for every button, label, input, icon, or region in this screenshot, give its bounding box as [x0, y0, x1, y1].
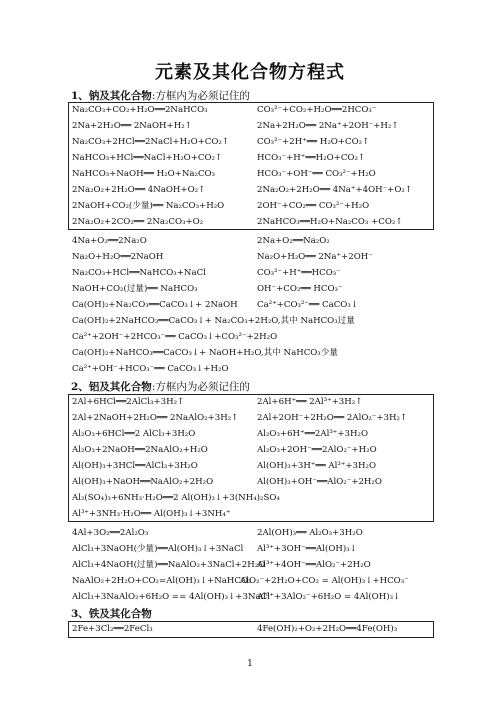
equation-row	[0, 444, 500, 457]
equation: AlCl₃+3NaOH(少量)══Al(OH)₃↓+3NaCl	[72, 544, 244, 554]
ionic-equation: 2Na+2H₂O══ 2Na⁺+2OH⁻+H₂↑	[257, 121, 399, 131]
ionic-equation: 2OH⁻+CO₂══ CO₃²⁻+H₂O	[257, 201, 370, 211]
ionic-equation: HCO₃⁻+OH⁻══ CO₃²⁻+H₂O	[257, 169, 376, 179]
equation-row	[0, 559, 500, 572]
equation: NaOH+CO₂(过量)══ NaHCO₃	[72, 284, 198, 294]
section-name: 铝及其化合物	[88, 381, 152, 393]
equation: 4Al+3O₂══2Al₂O₃	[72, 528, 149, 538]
section-name: 铁及其化合物	[88, 608, 152, 620]
ionic-equation: 2Na₂O₂+2H₂O══ 4Na⁺+4OH⁻+O₂↑	[257, 185, 413, 195]
equation: NaAlO₂+2H₂O+CO₂=Al(OH)₃↓+NaHCO₃	[72, 576, 252, 586]
equation-row	[0, 623, 500, 636]
ionic-equation: 2Al(OH)₃══ Al₂O₃+3H₂O	[257, 528, 363, 538]
equation: Ca²⁺+OH⁻+HCO₃⁻══ CaCO₃↓+H₂O	[72, 364, 229, 374]
equation: Na₂CO₃+2HCl══2NaCl+H₂O+CO₂↑	[72, 137, 230, 147]
equation-row	[0, 136, 500, 149]
equation: 2NaOH+CO₂(少量)══ Na₂CO₃+H₂O	[72, 201, 225, 211]
ionic-equation: Al³⁺+4OH⁻══AlO₂⁻+2H₂O	[257, 560, 371, 570]
equation: 2Na₂O₂+2CO₂══ 2Na₂CO₃+O₂	[72, 217, 204, 227]
equation-row	[0, 347, 500, 360]
equation: 4Na+O₂══2Na₂O	[72, 236, 147, 246]
equation-row	[0, 492, 500, 505]
section-heading-aluminum	[71, 379, 250, 394]
equation-row	[0, 460, 500, 473]
equation: 2Na₂O₂+2H₂O══ 4NaOH+O₂↑	[72, 185, 206, 195]
ionic-equation: 2Al+6H⁺══ 2Al³⁺+3H₂↑	[257, 397, 363, 407]
equation: 2Al+2NaOH+2H₂O══ 2NaAlO₂+3H₂↑	[72, 413, 239, 423]
equation-row	[0, 168, 500, 181]
page-title: 元素及其化合物方程式	[155, 62, 345, 83]
section-heading-sodium	[71, 88, 250, 103]
equation: Ca(OH)₂+NaHCO₃══CaCO₃↓+ NaOH+H₂O,其中 NaHCO₃少量	[72, 348, 338, 358]
equation-row	[0, 120, 500, 133]
equation-row	[0, 152, 500, 165]
equation-row	[0, 412, 500, 425]
section-name: 钠及其化合物	[88, 90, 152, 102]
ionic-equation: OH⁻+CO₂══ HCO₃⁻	[257, 284, 343, 294]
equation-row	[0, 104, 500, 117]
section-note: :方框内为必须记住的	[151, 90, 250, 102]
equation-row	[0, 396, 500, 409]
section-number: 1、	[71, 90, 89, 102]
equation: 2Al+6HCl══2AlCl₃+3H₂↑	[72, 397, 185, 407]
equation-row	[0, 184, 500, 197]
equation-row	[0, 200, 500, 213]
ionic-equation: Al(OH)₃+OH⁻══AlO₂⁻+2H₂O	[257, 477, 382, 487]
equation-row	[0, 283, 500, 296]
equation-row	[0, 527, 500, 540]
equation-row	[0, 591, 500, 604]
ionic-equation: 2Al+2OH⁻+2H₂O══ 2AlO₂⁻+3H₂↑	[257, 413, 408, 423]
equation-row	[0, 267, 500, 280]
equation-row	[0, 363, 500, 376]
equation: NaHCO₃+NaOH══ H₂O+Na₂CO₃	[72, 169, 216, 179]
ionic-equation: Al₂O₃+2OH⁻══2AlO₂⁻+H₂O	[257, 445, 377, 455]
equation: Al(OH)₃+NaOH══NaAlO₂+2H₂O	[72, 477, 214, 487]
ionic-equation: CO₃²⁻+CO₂+H₂O══2HCO₃⁻	[257, 105, 377, 115]
section-number: 2、	[71, 381, 89, 393]
equation: Na₂CO₃+CO₂+H₂O══2NaHCO₃	[72, 105, 208, 115]
equation: 2Na+2H₂O══ 2NaOH+H₂↑	[72, 121, 192, 131]
equation: Na₂CO₃+HCl══NaHCO₃+NaCl	[72, 268, 206, 278]
equation-row	[0, 251, 500, 264]
ionic-equation: 2Na+O₂══Na₂O₂	[257, 236, 330, 246]
ionic-equation: Ca²⁺+CO₃²⁻══ CaCO₃↓	[257, 300, 358, 310]
equation-row	[0, 216, 500, 229]
equation-row	[0, 428, 500, 441]
equation: Al₂(SO₄)₃+6NH₃·H₂O══2 Al(OH)₃↓+3(NH₄)₂SO₄	[72, 493, 280, 503]
ionic-equation: Al³⁺+3OH⁻══Al(OH)₃↓	[257, 544, 357, 554]
equation-row	[0, 315, 500, 328]
equation-row	[0, 508, 500, 521]
ionic-equation: Al₂O₃+6H⁺══2Al³⁺+3H₂O	[257, 429, 368, 439]
equation: Al(OH)₃+3HCl══AlCl₃+3H₂O	[72, 461, 198, 471]
section-heading-iron	[71, 606, 152, 621]
ionic-equation: 2NaHCO₃══H₂O+Na₂CO₃ +CO₂↑	[257, 217, 403, 227]
equation: NaHCO₃+HCl══NaCl+H₂O+CO₂↑	[72, 153, 223, 163]
equation: Ca(OH)₂+2NaHCO₃══CaCO₃↓+ Na₂CO₃+2H₂O,其中 NaHCO₃过量	[72, 316, 355, 326]
ionic-equation: CO₃²⁻+2H⁺══ H₂O+CO₂↑	[257, 137, 370, 147]
equation-row	[0, 575, 500, 588]
section-number: 3、	[71, 608, 89, 620]
equation: AlCl₃+4NaOH(过量)══NaAlO₂+3NaCl+2H₂O	[72, 560, 266, 570]
equation-row	[0, 476, 500, 489]
equation: Ca²⁺+2OH⁻+2HCO₃⁻══ CaCO₃↓+CO₃²⁻+2H₂O	[72, 332, 278, 342]
ionic-equation: CO₃²⁻+H⁺══HCO₃⁻	[257, 268, 341, 278]
equation: Ca(OH)₂+Na₂CO₃══CaCO₃↓+ 2NaOH	[72, 300, 238, 310]
equation: AlCl₃+3NaAlO₂+6H₂O == 4Al(OH)₃↓+3NaCl	[72, 592, 270, 602]
ionic-equation: Al³⁺+3AlO₂⁻+6H₂O = 4Al(OH)₃↓	[257, 592, 401, 602]
ionic-equation: AlO₂⁻+2H₂O+CO₂ = Al(OH)₃↓+HCO₃⁻	[240, 576, 409, 586]
equation: Na₂O+H₂O══2NaOH	[72, 252, 164, 262]
ionic-equation: HCO₃⁻+H⁺══H₂O+CO₂↑	[257, 153, 366, 163]
equation-row	[0, 299, 500, 312]
equation-row	[0, 235, 500, 248]
equation: Al₂O₃+2NaOH══2NaAlO₂+H₂O	[72, 445, 208, 455]
page-number: 1	[247, 659, 253, 669]
equation-row	[0, 331, 500, 344]
ionic-equation: Al(OH)₃+3H⁺══ Al³⁺+3H₂O	[257, 461, 377, 471]
section-note: :方框内为必须记住的	[151, 381, 250, 393]
ionic-equation: 4Fe(OH)₂+O₂+2H₂O══4Fe(OH)₃	[257, 624, 398, 634]
equation: Al³⁺+3NH₃·H₂O══ Al(OH)₃↓+3NH₄⁺	[72, 509, 231, 519]
equation-row	[0, 543, 500, 556]
equation: Al₂O₃+6HCl══2 AlCl₃+3H₂O	[72, 429, 196, 439]
equation: 2Fe+3Cl₂══2FeCl₃	[72, 624, 153, 634]
ionic-equation: Na₂O+H₂O══ 2Na⁺+2OH⁻	[257, 252, 373, 262]
